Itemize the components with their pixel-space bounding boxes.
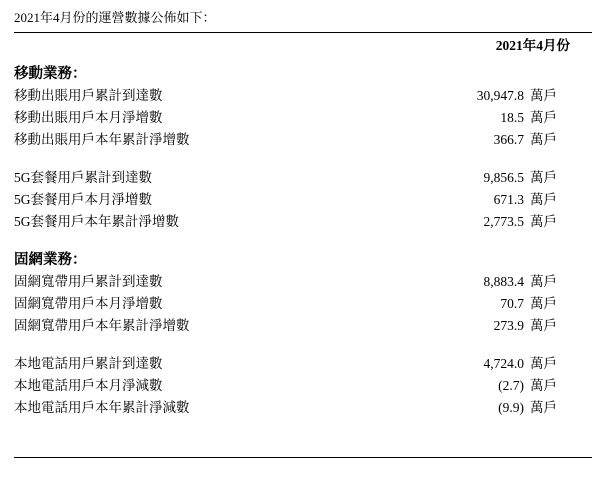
section-title-row — [14, 250, 592, 272]
section-spacer — [14, 234, 592, 250]
row-value: 671.3 — [493, 192, 524, 207]
section-title-fixed-network: 固網業務： — [14, 252, 87, 268]
group-spacer — [14, 338, 592, 354]
row-value: 4,724.0 — [483, 356, 524, 371]
row-value: 9,856.5 — [483, 170, 524, 185]
table-row — [14, 190, 592, 212]
row-unit: 萬戶 — [530, 214, 557, 229]
row-label: 本地電話用戶本年累計淨減數 — [14, 400, 190, 415]
group-spacer — [14, 152, 592, 168]
row-value: 30,947.8 — [476, 88, 524, 103]
row-unit: 萬戶 — [530, 400, 557, 415]
table-row — [14, 168, 592, 190]
row-unit: 萬戶 — [530, 110, 557, 125]
row-label: 固網寬帶用戶本年累計淨增數 — [14, 318, 190, 333]
table-row — [14, 108, 592, 130]
table-row — [14, 272, 592, 294]
table-header-row — [14, 36, 592, 64]
bottom-divider — [14, 457, 592, 458]
row-value: 2,773.5 — [483, 214, 524, 229]
row-unit: 萬戶 — [530, 192, 557, 207]
row-unit: 萬戶 — [530, 356, 557, 371]
row-label: 移動出賬用戶本年累計淨增數 — [14, 132, 190, 147]
table-row — [14, 354, 592, 376]
row-unit: 萬戶 — [530, 170, 557, 185]
row-label: 5G套餐用戶累計到達數 — [14, 170, 152, 185]
table-row — [14, 86, 592, 108]
row-value: 366.7 — [493, 132, 524, 147]
row-value: 273.9 — [493, 318, 524, 333]
row-unit: 萬戶 — [530, 318, 557, 333]
operating-data-table — [14, 36, 592, 420]
row-label: 5G套餐用戶本月淨增數 — [14, 192, 152, 207]
intro-text: 2021年4月份的運營數據公佈如下： — [14, 10, 216, 25]
row-label: 本地電話用戶本月淨減數 — [14, 378, 163, 393]
row-label: 本地電話用戶累計到達數 — [14, 356, 163, 371]
row-value: (9.9) — [498, 400, 524, 415]
table-row — [14, 212, 592, 234]
row-label: 移動出賬用戶本月淨增數 — [14, 110, 163, 125]
section-title-mobile: 移動業務： — [14, 66, 87, 82]
table-row — [14, 294, 592, 316]
section-title-row — [14, 64, 592, 86]
row-unit: 萬戶 — [530, 132, 557, 147]
row-value: 18.5 — [500, 110, 524, 125]
top-divider — [14, 32, 592, 33]
row-unit: 萬戶 — [530, 378, 557, 393]
table-row — [14, 398, 592, 420]
row-value: (2.7) — [498, 378, 524, 393]
table-row — [14, 130, 592, 152]
table-row — [14, 316, 592, 338]
row-unit: 萬戶 — [530, 88, 557, 103]
row-unit: 萬戶 — [530, 296, 557, 311]
row-value: 8,883.4 — [483, 274, 524, 289]
row-unit: 萬戶 — [530, 274, 557, 289]
row-label: 5G套餐用戶本年累計淨增數 — [14, 214, 179, 229]
row-label: 固網寬帶用戶本月淨增數 — [14, 296, 163, 311]
row-label: 移動出賬用戶累計到達數 — [14, 88, 163, 103]
period-header: 2021年4月份 — [495, 38, 570, 53]
row-label: 固網寬帶用戶累計到達數 — [14, 274, 163, 289]
row-value: 70.7 — [500, 296, 524, 311]
table-row — [14, 376, 592, 398]
